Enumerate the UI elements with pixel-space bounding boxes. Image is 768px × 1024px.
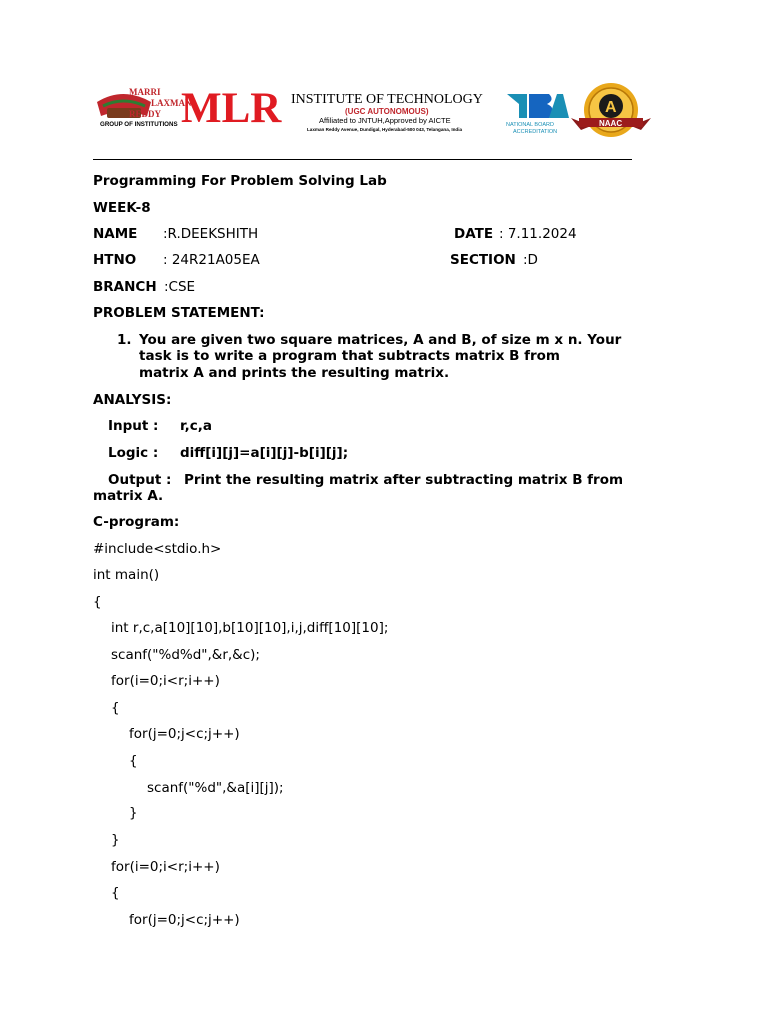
code-line: int main() [93,567,160,583]
naac-label: NAAC [599,119,623,128]
code-line: int r,c,a[10][10],b[10][10],i,j,diff[10][10]; [111,620,389,636]
nba-line-1: NATIONAL BOARD [506,122,554,128]
section-value: :D [523,252,538,268]
code-line: { [111,885,120,901]
branch-value: :CSE [164,279,196,295]
institute-name: INSTITUTE OF TECHNOLOGY [291,92,483,107]
cprogram-heading: C-program: [93,514,180,530]
logo-line-3: REDDY [129,109,162,119]
code-line: for(i=0;i<r;i++) [111,859,220,875]
code-line: { [111,700,120,716]
htno-value: : 24R21A05EA [163,252,260,268]
analysis-heading: ANALYSIS: [93,392,172,408]
problem-line-3: matrix A and prints the resulting matrix. [139,365,450,381]
output-line-2: matrix A. [93,488,164,504]
letterhead-graphic [93,82,653,142]
problem-heading: PROBLEM STATEMENT: [93,305,265,321]
logic-value: diff[i][j]=a[i][j]-b[i][j]; [180,445,349,461]
affiliation-text: Affiliated to JNTUH,Approved by AICTE [319,116,451,125]
name-value: :R.DEEKSHITH [163,226,259,242]
logo-line-2: LAXMAN [151,98,192,108]
problem-number: 1. [117,332,132,348]
header-divider [93,159,632,160]
logic-label: Logic : [108,445,159,461]
naac-grade: A [605,99,617,116]
date-label: DATE [454,226,494,242]
code-line: for(j=0;j<c;j++) [129,912,240,928]
logo-line-1: MARRI [129,87,161,97]
logo-group-text: GROUP OF INSTITUTIONS [100,121,178,128]
branch-label: BRANCH [93,279,157,295]
problem-line-1: You are given two square matrices, A and B, of size m x n. Your [139,332,622,348]
code-line: { [93,594,102,610]
section-label: SECTION [450,252,516,268]
output-label: Output : [108,472,172,488]
nba-line-2: ACCREDITATION [513,129,558,135]
code-line: for(j=0;j<c;j++) [129,726,240,742]
code-line: { [129,753,138,769]
nba-mark [507,104,508,105]
address-text: Laxman Reddy Avenue, Dundigal, Hyderabad-500 043, Telangana, India [307,127,463,132]
mlr-wordmark: MLR [181,85,282,132]
code-line: scanf("%d%d",&r,&c); [111,647,260,663]
input-label: Input : [108,418,159,434]
htno-label: HTNO [93,252,137,268]
code-line: #include<stdio.h> [93,541,222,557]
nba-logo [507,94,569,118]
lab-title: Programming For Problem Solving Lab [93,173,387,189]
output-line-1: Print the resulting matrix after subtracting matrix B from [184,472,624,488]
input-value: r,c,a [180,418,213,434]
name-label: NAME [93,226,138,242]
date-value: : 7.11.2024 [499,226,577,242]
autonomous-text: (UGC AUTONOMOUS) [345,107,429,116]
problem-line-2: task is to write a program that subtracts matrix B from [139,348,560,364]
week-label: WEEK-8 [93,200,151,216]
code-line: } [129,805,138,821]
code-line: scanf("%d",&a[i][j]); [147,780,284,796]
letterhead [93,82,653,142]
code-line: } [111,832,120,848]
code-line: for(i=0;i<r;i++) [111,673,220,689]
